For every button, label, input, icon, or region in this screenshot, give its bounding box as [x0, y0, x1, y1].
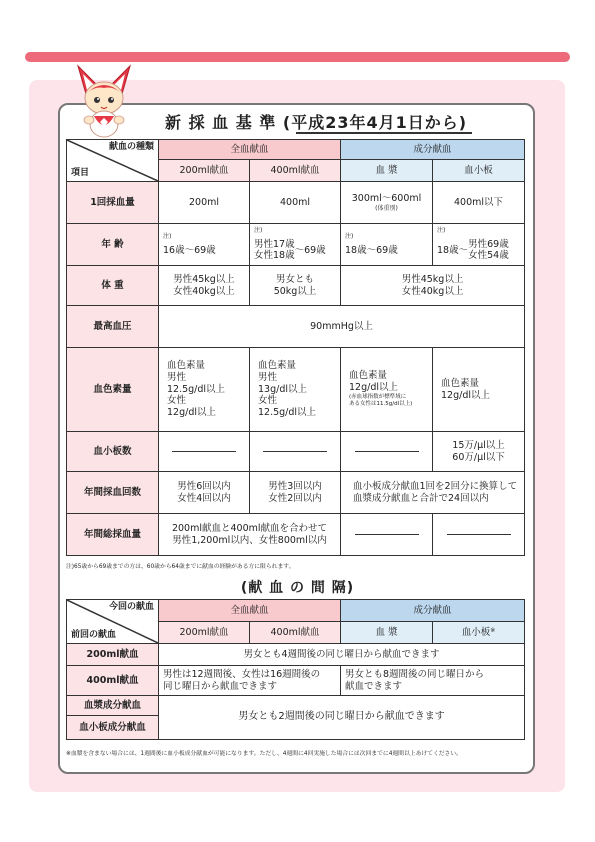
group-header-whole: 全血献血 [159, 140, 341, 160]
mascot-icon [74, 64, 134, 142]
cell: $^{注)}$ 16歳～69歳 [159, 224, 250, 266]
criteria-corner-cell [67, 140, 159, 182]
cell: 血色素量 男性 12.5g/dl以上 女性 12g/dl以上 [159, 348, 250, 432]
row-label: 血小板成分献血 [67, 716, 159, 740]
row-interval-plasma [67, 696, 525, 716]
col-header-200: 200ml献血 [159, 622, 250, 644]
row-label: 400ml献血 [67, 666, 159, 696]
row-interval-400 [67, 666, 525, 696]
interval-title: (献 血 の 間 隔) [240, 580, 355, 596]
row-age [67, 224, 525, 266]
top-accent-bar [25, 52, 570, 62]
cell: 血色素量 12g/dl以上 [433, 348, 525, 432]
row-label: 体 重 [67, 266, 159, 306]
cell: 男性は12週間後、女性は16週間後の 同じ曜日から献血できます [159, 666, 341, 696]
col-header-platelet: 血小板 [433, 160, 525, 182]
row-label: 血漿成分献血 [67, 696, 159, 716]
cell [341, 514, 433, 556]
corner-label-previous: 前回の献血 [71, 629, 117, 640]
cell: 200ml [159, 182, 250, 224]
interval-corner-cell [67, 600, 159, 644]
corner-label-item: 項目 [71, 167, 90, 178]
cell: 400ml [250, 182, 341, 224]
cell: 血色素量 男性 13g/dl以上 女性 12.5g/dl以上 [250, 348, 341, 432]
interval-footnote: ※血漿を含まない場合には、1週間後に血小板成分献血が可能になります。ただし、4週間に4回実施した場合には次回までに4週間以上あけてください。 [66, 751, 462, 757]
criteria-footnote: 注)65歳から69歳までの方は、60歳から64歳までに献血の経験がある方に限られます。 [66, 564, 295, 570]
col-header-plasma: 血 漿 [341, 160, 433, 182]
cell: 男女とも 50kg以上 [250, 266, 341, 306]
title-underline [296, 132, 472, 134]
row-annual-total [67, 514, 525, 556]
cell: 男性3回以内 女性2回以内 [250, 472, 341, 514]
cell: 90mmHg以上 [159, 306, 525, 348]
row-volume [67, 182, 525, 224]
row-label: 1回採血量 [67, 182, 159, 224]
row-label: 年間採血回数 [67, 472, 159, 514]
cell: $^{注)}$ 18歳～69歳 [341, 224, 433, 266]
interval-table [66, 599, 525, 740]
row-bp [67, 306, 525, 348]
row-weight [67, 266, 525, 306]
group-header-whole: 全血献血 [159, 600, 341, 622]
cell: 400ml以下 [433, 182, 525, 224]
col-header-200: 200ml献血 [159, 160, 250, 182]
cell: 300ml～600ml (体重別) [341, 182, 433, 224]
cell: 血小板成分献血1回を2回分に換算して 血漿成分献血と合計で24回以内 [341, 472, 525, 514]
cell: 男女とも4週間後の同じ曜日から献血できます [159, 644, 525, 666]
cell: 男性45kg以上 女性40kg以上 [341, 266, 525, 306]
corner-label-current: 今回の献血 [108, 602, 154, 612]
cell [159, 432, 250, 472]
row-hb [67, 348, 525, 432]
cell: 男女とも8週間後の同じ曜日から 献血できます [341, 666, 525, 696]
col-header-400: 400ml献血 [250, 160, 341, 182]
cell: 男女とも2週間後の同じ曜日から献血できます [159, 696, 525, 740]
cell: 200ml献血と400ml献血を合わせて 男性1,200ml以内、女性800ml以内 [159, 514, 341, 556]
cell: 15万/μl以上 60万/μl以下 [433, 432, 525, 472]
cell: 血色素量 12g/dl以上 (赤血球指数が標準域に ある女性は11.5g/dl以上) [341, 348, 433, 432]
row-label: 200ml献血 [67, 644, 159, 666]
row-label: 血小板数 [67, 432, 159, 472]
cell: $^{注)}$ 18歳～ 男性69歳 女性54歳 [433, 224, 525, 266]
col-header-platelet: 血小板※ [433, 622, 525, 644]
col-header-400: 400ml献血 [250, 622, 341, 644]
cell [341, 432, 433, 472]
cell: $^{注)}$ 男性17歳 女性18歳 ～69歳 [250, 224, 341, 266]
col-header-plasma: 血 漿 [341, 622, 433, 644]
cell [433, 514, 525, 556]
row-label: 年 齢 [67, 224, 159, 266]
cell: 男性6回以内 女性4回以内 [159, 472, 250, 514]
group-header-component: 成分献血 [341, 600, 525, 622]
row-annual-count [67, 472, 525, 514]
cell [250, 432, 341, 472]
row-label: 最高血圧 [67, 306, 159, 348]
group-header-component: 成分献血 [341, 140, 525, 160]
page-title: 新 採 血 基 準 (平成23年4月1日から) [165, 113, 468, 132]
row-platelet-count [67, 432, 525, 472]
cell: 男性45kg以上 女性40kg以上 [159, 266, 250, 306]
row-interval-200 [67, 644, 525, 666]
corner-label-type: 献血の種類 [108, 142, 154, 152]
criteria-table [66, 139, 525, 556]
row-label: 血色素量 [67, 348, 159, 432]
row-label: 年間総採血量 [67, 514, 159, 556]
